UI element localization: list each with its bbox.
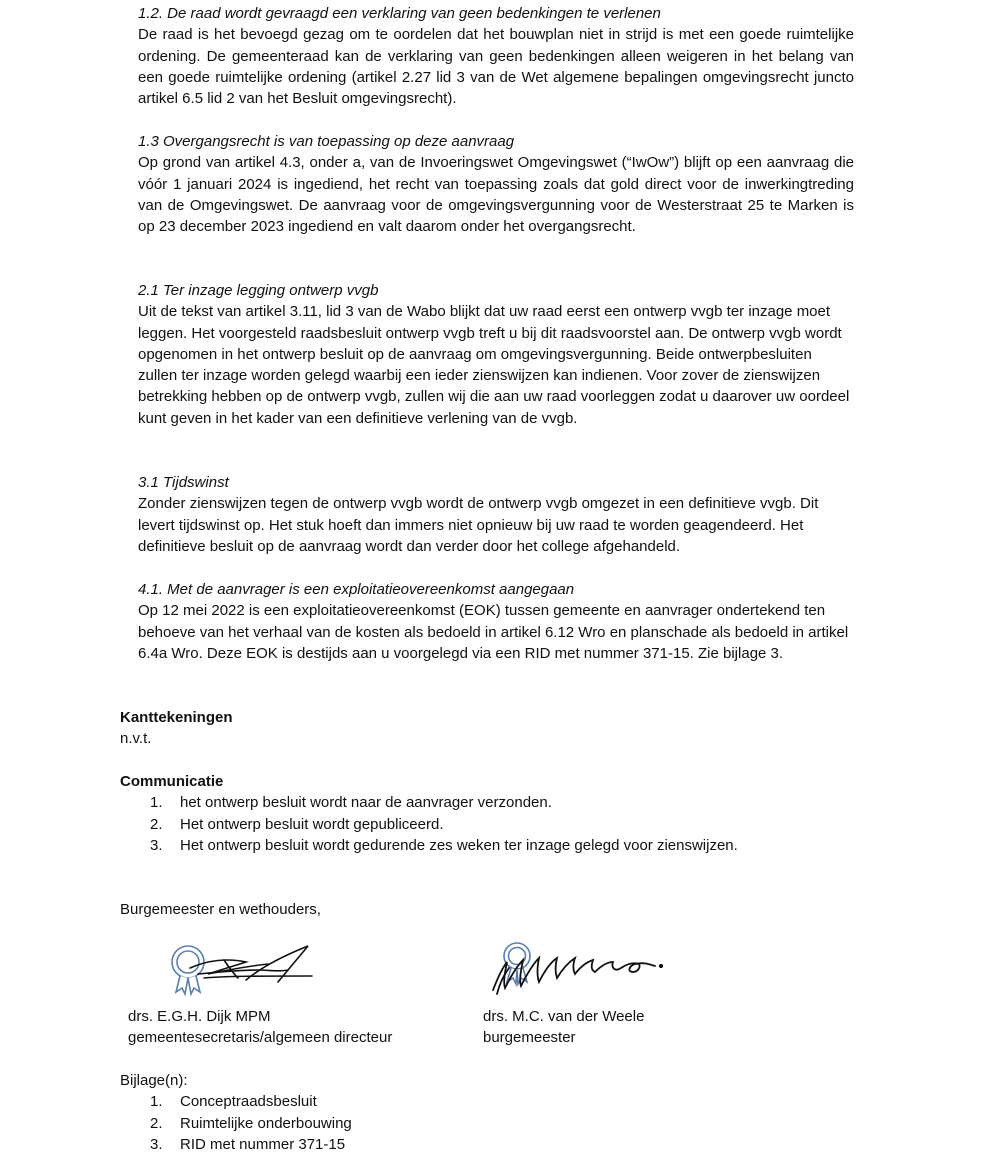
list-text: Ruimtelijke onderbouwing [180,1114,352,1132]
kanttekeningen-text: n.v.t. [120,730,152,748]
closing-text: Burgemeester en wethouders, [120,901,321,918]
seal-and-signature-icon [483,940,683,1002]
signatory-role: burgemeester [483,1029,576,1047]
list-item [120,835,860,856]
list-text: Het ontwerp besluit wordt gepubliceerd. [180,815,444,833]
section-heading: 1.3 Overgangsrecht is van toepassing op deze aanvraag [138,133,515,150]
list-text: Het ontwerp besluit wordt gedurende zes weken ter inzage gelegd voor zienswijzen. [180,836,738,854]
signature-block-burgemeester [483,940,843,1049]
list-number: 1. [150,1093,163,1111]
section-2-1 [138,280,854,429]
section-heading: 3.1 Tijdswinst [138,474,229,491]
signature-image [128,940,488,1002]
signature-image [483,940,843,1002]
signatory-role: gemeentesecretaris/algemeen directeur [128,1029,393,1047]
communicatie-title: Communicatie [120,773,224,790]
seal-icon [172,946,204,994]
section-body: Zonder zienswijzen tegen de ontwerp vvgb wordt de ontwerp vvgb omgezet in een definitieve vvgb. Dit levert tijdswinst op. Het stuk hoeft dan immers niet opnieuw bij uw raad te worden geagendeerd. Het definitieve besluit op de aanvraag wordt dan verder door het college afgehandeld. [138,495,819,555]
section-body: Op 12 mei 2022 is een exploitatieovereenkomst (EOK) tussen gemeente en aanvrager ondertekend ten behoeve van het verhaal van de kosten als bedoeld in artikel 6.12 Wro en planschade als bedoeld in artikel 6.4a Wro. Deze EOK is destijds aan u voorgelegd via een RID met nummer 371-15. Zie bijlage 3. [138,602,849,662]
section-body: Uit de tekst van artikel 3.11, lid 3 van de Wabo blijkt dat uw raad eerst een ontwerp vvgb ter inzage moet leggen. Het voorgesteld raadsbesluit ontwerp vvgb treft u bij dit raadsvoorstel aan. De ontwerp vvgb wordt opgenomen in het ontwerp besluit op de aanvraag om omgevingsvergunning. Beide ontwerpbesluiten zullen ter inzage worden gelegd waarbij een ieder zienswijzen kan indienen. Voor zover de zienswijzen betrekking hebben op de ontwerp vvgb, zullen wij die aan uw raad voorleggen zodat u daarover uw oordeel kunt geven in het kader van een definitieve verlening van de vvgb. [138,303,850,427]
section-body: Op grond van artikel 4.3, onder a, van de Invoeringswet Omgevingswet (“IwOw”) blijft op een aanvraag die vóór 1 januari 2024 is ingediend, het recht van toepassing zoals dat gold direct voor de inwerkingtreding van de Omgevingswet. De aanvraag voor de omgevingsvergunning voor de Westerstraat 25 te Marken is op 23 december 2023 ingediend en valt daarom onder het overgangsrecht. [138,154,854,236]
list-item [120,1091,860,1112]
list-item [120,814,860,835]
list-item [120,1113,860,1134]
communicatie-list [120,792,860,856]
communicatie-block [120,771,860,856]
section-4-1 [138,579,854,664]
seal-and-signature-icon [128,940,328,1002]
list-text: RID met nummer 371-15 [180,1135,346,1153]
list-number: 3. [150,1135,163,1153]
signatory-name: drs. E.G.H. Dijk MPM [128,1008,271,1025]
bijlagen-title: Bijlage(n): [120,1072,188,1089]
bijlagen-list [120,1091,860,1155]
section-body: De raad is het bevoegd gezag om te oordelen dat het bouwplan niet in strijd is met een goede ruimtelijke ordening. De gemeenteraad kan de verklaring van geen bedenkingen alleen weigeren in het belang van een goede ruimtelijke ordening (artikel 2.27 lid 3 van de Wet algemene bepalingen omgevingsrecht juncto artikel 6.5 lid 2 van het Besluit omgevingsrecht). [138,26,854,108]
closing-block [120,899,860,920]
list-number: 1. [150,794,163,812]
section-1-2 [138,3,854,109]
section-3-1 [138,472,854,557]
signatory-name: drs. M.C. van der Weele [483,1008,645,1025]
bijlagen-block [120,1070,860,1155]
list-item [120,792,860,813]
list-item [120,1134,860,1155]
section-heading: 1.2. De raad wordt gevraagd een verklaring van geen bedenkingen te verlenen [138,5,661,22]
section-heading: 2.1 Ter inzage legging ontwerp vvgb [138,282,379,299]
section-1-3 [138,131,854,237]
section-heading: 4.1. Met de aanvrager is een exploitatieovereenkomst aangegaan [138,581,575,598]
signature-stroke-icon [190,946,312,982]
signature-block-secretaris [128,940,488,1049]
kanttekeningen-block [120,707,860,750]
kanttekeningen-title: Kanttekeningen [120,709,233,726]
list-text: Conceptraadsbesluit [180,1093,317,1111]
list-number: 2. [150,1114,163,1132]
list-number: 2. [150,815,163,833]
list-number: 3. [150,836,163,854]
list-text: het ontwerp besluit wordt naar de aanvrager verzonden. [180,794,552,812]
